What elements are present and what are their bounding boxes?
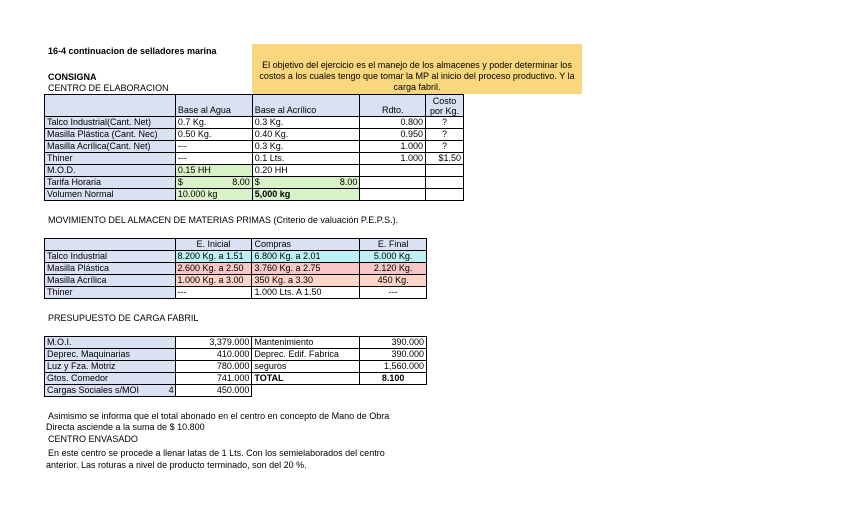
row-label: Talco Industrial (45, 251, 176, 263)
warehouse-table (44, 238, 427, 299)
clipped-fragment: 4 (168, 385, 174, 395)
table-row (45, 349, 427, 361)
cell-costo: ? (426, 117, 464, 129)
cell-costo: $1.50 (426, 153, 464, 165)
cell-inicial: 8.200 Kg. a 1.51 (175, 251, 252, 263)
total-value: 8.100 (360, 373, 427, 385)
centro-elaboracion-heading: CENTRO DE ELABORACION (48, 83, 169, 93)
row-label: Luz y Fza. Motriz (45, 361, 176, 373)
header-inicial: E. Inicial (175, 239, 252, 251)
row-label: Talco Industrial(Cant. Net) (45, 117, 176, 129)
table-row (45, 275, 427, 287)
paragraph-line: Asimismo se informa que el total abonado en el centro en concepto de Mano de Obra (48, 411, 390, 421)
header-compras: Compras (252, 239, 360, 251)
cell-acrilico: 0.1 Lts. (252, 153, 360, 165)
row-label: Thiner (45, 287, 176, 299)
factory-budget-table (44, 336, 427, 397)
row-label: M.O.I. (45, 337, 176, 349)
header-base-acrilico: Base al Acrílico (252, 95, 360, 117)
production-table (44, 94, 464, 201)
table-row (45, 385, 427, 397)
cell-costo: ? (426, 141, 464, 153)
row-label: Tarifa Horaria (45, 177, 176, 189)
header-final: E. Final (360, 239, 427, 251)
table-row (45, 373, 427, 385)
paragraph-line: En este centro se procede a llenar latas de 1 Lts. Con los semielaborados del centro (48, 448, 385, 458)
header-costo: Costo por Kg. (426, 95, 464, 117)
row-label: Thiner (45, 153, 176, 165)
row-label: seguros (252, 361, 360, 373)
table-row (45, 263, 427, 275)
row-label: Masilla Acrílica (45, 275, 176, 287)
cell-value: 390.000 (360, 337, 427, 349)
table-row (45, 153, 464, 165)
cell-rdto: 0.950 (360, 129, 426, 141)
paragraph-line: Directa asciende a la suma de $ 10.800 (46, 422, 205, 432)
cell-value: 780.000 (175, 361, 252, 373)
cell-rdto: 1.000 (360, 153, 426, 165)
table-row (45, 117, 464, 129)
cell-value: 450.000 (175, 385, 252, 397)
cell-compras: 1.000 Lts. A 1.50 (252, 287, 360, 299)
cell-value: 410.000 (175, 349, 252, 361)
table-row (45, 165, 464, 177)
cell-value: 390.000 (360, 349, 427, 361)
cell-mod-agua: 0.15 HH (175, 165, 252, 177)
cell-inicial: --- (175, 287, 252, 299)
table-row (45, 251, 427, 263)
row-label: Volumen Normal (45, 189, 176, 201)
table-row (45, 337, 427, 349)
cell-agua: 0.7 Kg. (175, 117, 252, 129)
row-label: Deprec. Edif. Fabrica (252, 349, 360, 361)
table-row (45, 189, 464, 201)
table-row (45, 177, 464, 189)
table-row (45, 129, 464, 141)
consigna-heading: CONSIGNA (48, 72, 97, 82)
row-label: Deprec. Maquinarias (45, 349, 176, 361)
cell-value: 1,560.000 (360, 361, 427, 373)
cell-compras: 350 Kg. a 3.30 (252, 275, 360, 287)
cell-value: 741.000 (175, 373, 252, 385)
table-row (45, 361, 427, 373)
objective-note: El objetivo del ejercicio es el manejo de los almacenes y poder determinar los costos a los cuales tengo que tomar la MP al inicio del proceso productivo. Y la carga fabril. (252, 44, 582, 94)
cell-rdto: 1.000 (360, 141, 426, 153)
row-label: Mantenimiento (252, 337, 360, 349)
cell-tarifa-acrilico: $ 8.00 (252, 177, 360, 189)
movimiento-heading: MOVIMIENTO DEL ALMACEN DE MATERIAS PRIMAS (Criterio de valuación P.E.P.S.). (48, 215, 399, 225)
row-label: Masilla Plástica (Cant. Nec) (45, 129, 176, 141)
cell-inicial: 1.000 Kg. a 3.00 (175, 275, 252, 287)
row-label: M.O.D. (45, 165, 176, 177)
cell-agua: --- (175, 153, 252, 165)
cell-final: 450 Kg. (360, 275, 427, 287)
cell-final: 2.120 Kg. (360, 263, 427, 275)
table-row (45, 287, 427, 299)
row-label: Gtos. Comedor (45, 373, 176, 385)
cell-final: --- (360, 287, 427, 299)
paragraph-line: anterior. Las roturas a nivel de producto terminado, son del 20 %. (46, 460, 307, 470)
row-label: Masilla Acrílica(Cant. Net) (45, 141, 176, 153)
cell-agua: --- (175, 141, 252, 153)
centro-envasado-heading: CENTRO ENVASADO (48, 434, 138, 444)
cell-inicial: 2.600 Kg. a 2.50 (175, 263, 252, 275)
cell-vol-acrilico: 5,000 kg (252, 189, 360, 201)
cell-compras: 3.760 Kg. a 2.75 (252, 263, 360, 275)
cell-mod-acrilico: 0.20 HH (252, 165, 360, 177)
cell-acrilico: 0.3 Kg. (252, 117, 360, 129)
header-empty (45, 95, 176, 117)
row-label: Masilla Plástica (45, 263, 176, 275)
row-label: Cargas Sociales s/MOI 4 (45, 385, 176, 397)
cell-value: 3,379.000 (175, 337, 252, 349)
document-title: 16-4 continuacion de selladores marina (48, 46, 217, 56)
cell-final: 5.000 Kg. (360, 251, 427, 263)
cell-compras: 6.800 Kg. a 2.01 (252, 251, 360, 263)
table-row (45, 141, 464, 153)
total-label: TOTAL (252, 373, 360, 385)
cell-costo: ? (426, 129, 464, 141)
cell-acrilico: 0.40 Kg. (252, 129, 360, 141)
cell-rdto: 0.800 (360, 117, 426, 129)
header-base-agua: Base al Agua (175, 95, 252, 117)
cell-acrilico: 0.3 Kg. (252, 141, 360, 153)
cell-agua: 0.50 Kg. (175, 129, 252, 141)
cell-vol-agua: 10.000 kg (175, 189, 252, 201)
header-rdto: Rdto. (360, 95, 426, 117)
presupuesto-heading: PRESUPUESTO DE CARGA FABRIL (48, 313, 199, 323)
cell-tarifa-agua: $ 8.00 (175, 177, 252, 189)
